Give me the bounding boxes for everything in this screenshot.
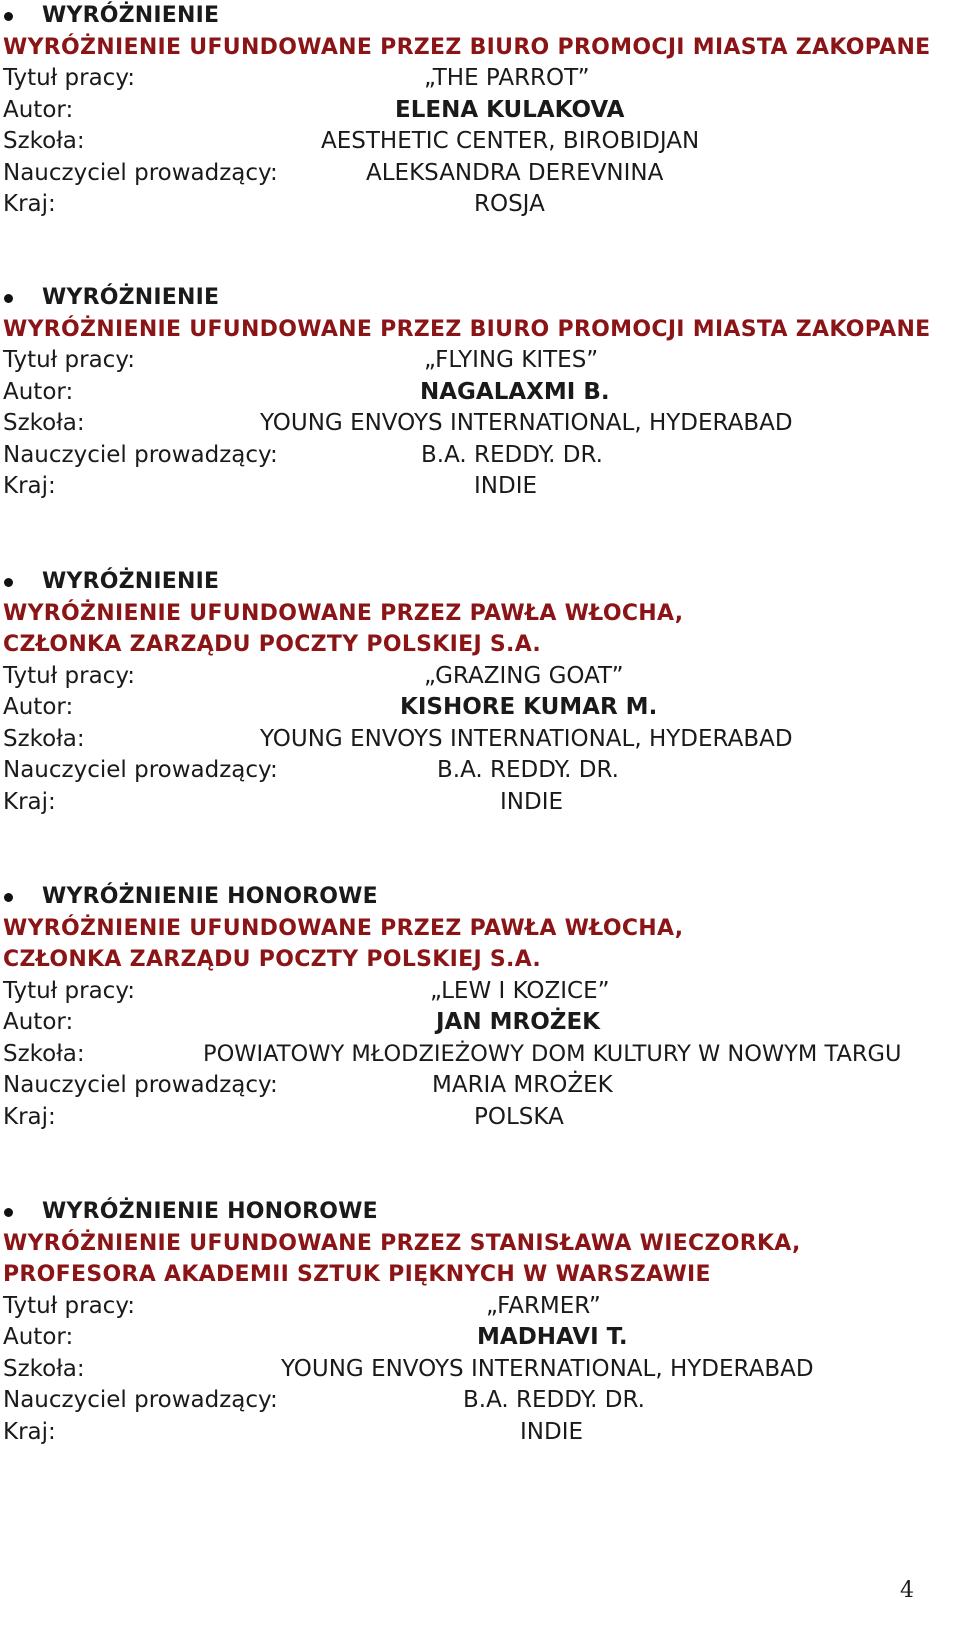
school-value: YOUNG ENVOYS INTERNATIONAL, HYDERABAD [260, 410, 793, 436]
award-entry-5 [0, 1196, 960, 1448]
title-label: Tytuł pracy: [3, 1292, 136, 1319]
teacher-label: Nauczyciel prowadzący: [3, 1072, 278, 1098]
country-row [0, 1102, 960, 1134]
country-value: INDIE [520, 1418, 584, 1445]
author-value: MADHAVI T. [477, 1324, 628, 1350]
teacher-label: Nauczyciel prowadzący: [3, 159, 278, 186]
title-value: „FLYING KITES” [424, 347, 599, 373]
country-row [0, 787, 960, 819]
author-label: Autor: [3, 96, 74, 123]
title-row [0, 345, 960, 377]
author-label: Autor: [3, 378, 74, 405]
award-heading: WYRÓŻNIENIE [0, 0, 960, 32]
page-number: 4 [900, 1578, 914, 1603]
country-row [0, 1417, 960, 1449]
title-row [0, 1291, 960, 1323]
school-label: Szkoła: [3, 1040, 85, 1067]
country-label: Kraj: [3, 473, 56, 499]
teacher-value: B.A. REDDY. DR. [421, 441, 603, 468]
award-heading: WYRÓŻNIENIE [0, 566, 960, 598]
teacher-row [0, 1385, 960, 1417]
sponsor-line: WYRÓŻNIENIE UFUNDOWANE PRZEZ BIURO PROMOCJI MIASTA ZAKOPANE [3, 34, 931, 60]
title-label: Tytuł pracy: [3, 65, 136, 91]
award-heading: WYRÓŻNIENIE HONOROWE [0, 1196, 960, 1228]
sponsor-line: CZŁONKA ZARZĄDU POCZTY POLSKIEJ S.A. [3, 947, 542, 972]
award-entry-4 [0, 881, 960, 1133]
school-row [0, 126, 960, 158]
teacher-label: Nauczyciel prowadzący: [3, 441, 278, 468]
school-value: AESTHETIC CENTER, BIROBIDJAN [321, 128, 700, 154]
school-value: YOUNG ENVOYS INTERNATIONAL, HYDERABAD [281, 1355, 814, 1382]
teacher-row [0, 440, 960, 472]
school-label: Szkoła: [3, 725, 85, 752]
teacher-row [0, 1070, 960, 1102]
author-label: Autor: [3, 694, 74, 720]
country-label: Kraj: [3, 788, 56, 815]
award-heading: WYRÓŻNIENIE [0, 282, 960, 314]
award-heading: WYRÓŻNIENIE HONOROWE [0, 881, 960, 913]
school-value: YOUNG ENVOYS INTERNATIONAL, HYDERABAD [260, 725, 793, 752]
bullet-icon [4, 1208, 13, 1217]
title-label: Tytuł pracy: [3, 662, 136, 689]
sponsor-line: WYRÓŻNIENIE UFUNDOWANE PRZEZ PAWŁA WŁOCHA, [3, 915, 684, 941]
country-value: INDIE [500, 788, 564, 815]
school-value: POWIATOWY MŁODZIEŻOWY DOM KULTURY W NOWYM TARGU [203, 1040, 902, 1067]
title-row [0, 661, 960, 693]
sponsor-line: WYRÓŻNIENIE UFUNDOWANE PRZEZ STANISŁAWA WIECZORKA, [3, 1230, 801, 1256]
bullet-icon [4, 893, 13, 902]
author-label: Autor: [3, 1009, 74, 1035]
bullet-icon [4, 12, 13, 21]
author-value: NAGALAXMI B. [420, 378, 610, 405]
author-row [0, 1322, 960, 1354]
title-label: Tytuł pracy: [3, 347, 136, 373]
school-row [0, 1354, 960, 1386]
author-row [0, 95, 960, 127]
teacher-value: B.A. REDDY. DR. [437, 757, 619, 783]
bullet-icon [4, 294, 13, 303]
bullet-icon [4, 578, 13, 587]
country-label: Kraj: [3, 1103, 56, 1130]
teacher-value: ALEKSANDRA DEREVNINA [366, 159, 664, 186]
author-value: JAN MROŻEK [436, 1009, 600, 1035]
sponsor-line: WYRÓŻNIENIE UFUNDOWANE PRZEZ PAWŁA WŁOCHA, [3, 600, 684, 626]
school-label: Szkoła: [3, 128, 85, 154]
country-label: Kraj: [3, 191, 56, 217]
award-entry-3 [0, 566, 960, 818]
country-label: Kraj: [3, 1418, 56, 1445]
school-row [0, 408, 960, 440]
country-value: POLSKA [474, 1103, 564, 1130]
school-row [0, 724, 960, 756]
title-label: Tytuł pracy: [3, 977, 136, 1004]
sponsor-line: WYRÓŻNIENIE UFUNDOWANE PRZEZ BIURO PROMOCJI MIASTA ZAKOPANE [3, 316, 931, 342]
author-row [0, 692, 960, 724]
teacher-row [0, 755, 960, 787]
author-row [0, 377, 960, 409]
sponsor-line: CZŁONKA ZARZĄDU POCZTY POLSKIEJ S.A. [3, 632, 542, 657]
author-value: KISHORE KUMAR M. [400, 694, 658, 720]
award-entry-1 [0, 0, 960, 221]
title-value: „GRAZING GOAT” [424, 662, 624, 689]
school-row [0, 1039, 960, 1071]
teacher-value: B.A. REDDY. DR. [463, 1387, 645, 1413]
school-label: Szkoła: [3, 1355, 85, 1382]
teacher-label: Nauczyciel prowadzący: [3, 757, 278, 783]
teacher-row [0, 158, 960, 190]
school-label: Szkoła: [3, 410, 85, 436]
author-label: Autor: [3, 1324, 74, 1350]
country-row [0, 471, 960, 503]
title-value: „THE PARROT” [424, 65, 590, 91]
teacher-value: MARIA MROŻEK [432, 1072, 613, 1098]
teacher-label: Nauczyciel prowadzący: [3, 1387, 278, 1413]
award-entry-2 [0, 282, 960, 503]
country-value: ROSJA [474, 191, 545, 217]
title-value: „LEW I KOZICE” [430, 977, 610, 1004]
title-value: „FARMER” [486, 1292, 601, 1319]
author-row [0, 1007, 960, 1039]
country-value: INDIE [474, 473, 538, 499]
title-row [0, 63, 960, 95]
title-row [0, 976, 960, 1008]
sponsor-line: PROFESORA AKADEMII SZTUK PIĘKNYCH W WARSZAWIE [3, 1262, 711, 1287]
author-value: ELENA KULAKOVA [395, 96, 625, 123]
country-row [0, 189, 960, 221]
